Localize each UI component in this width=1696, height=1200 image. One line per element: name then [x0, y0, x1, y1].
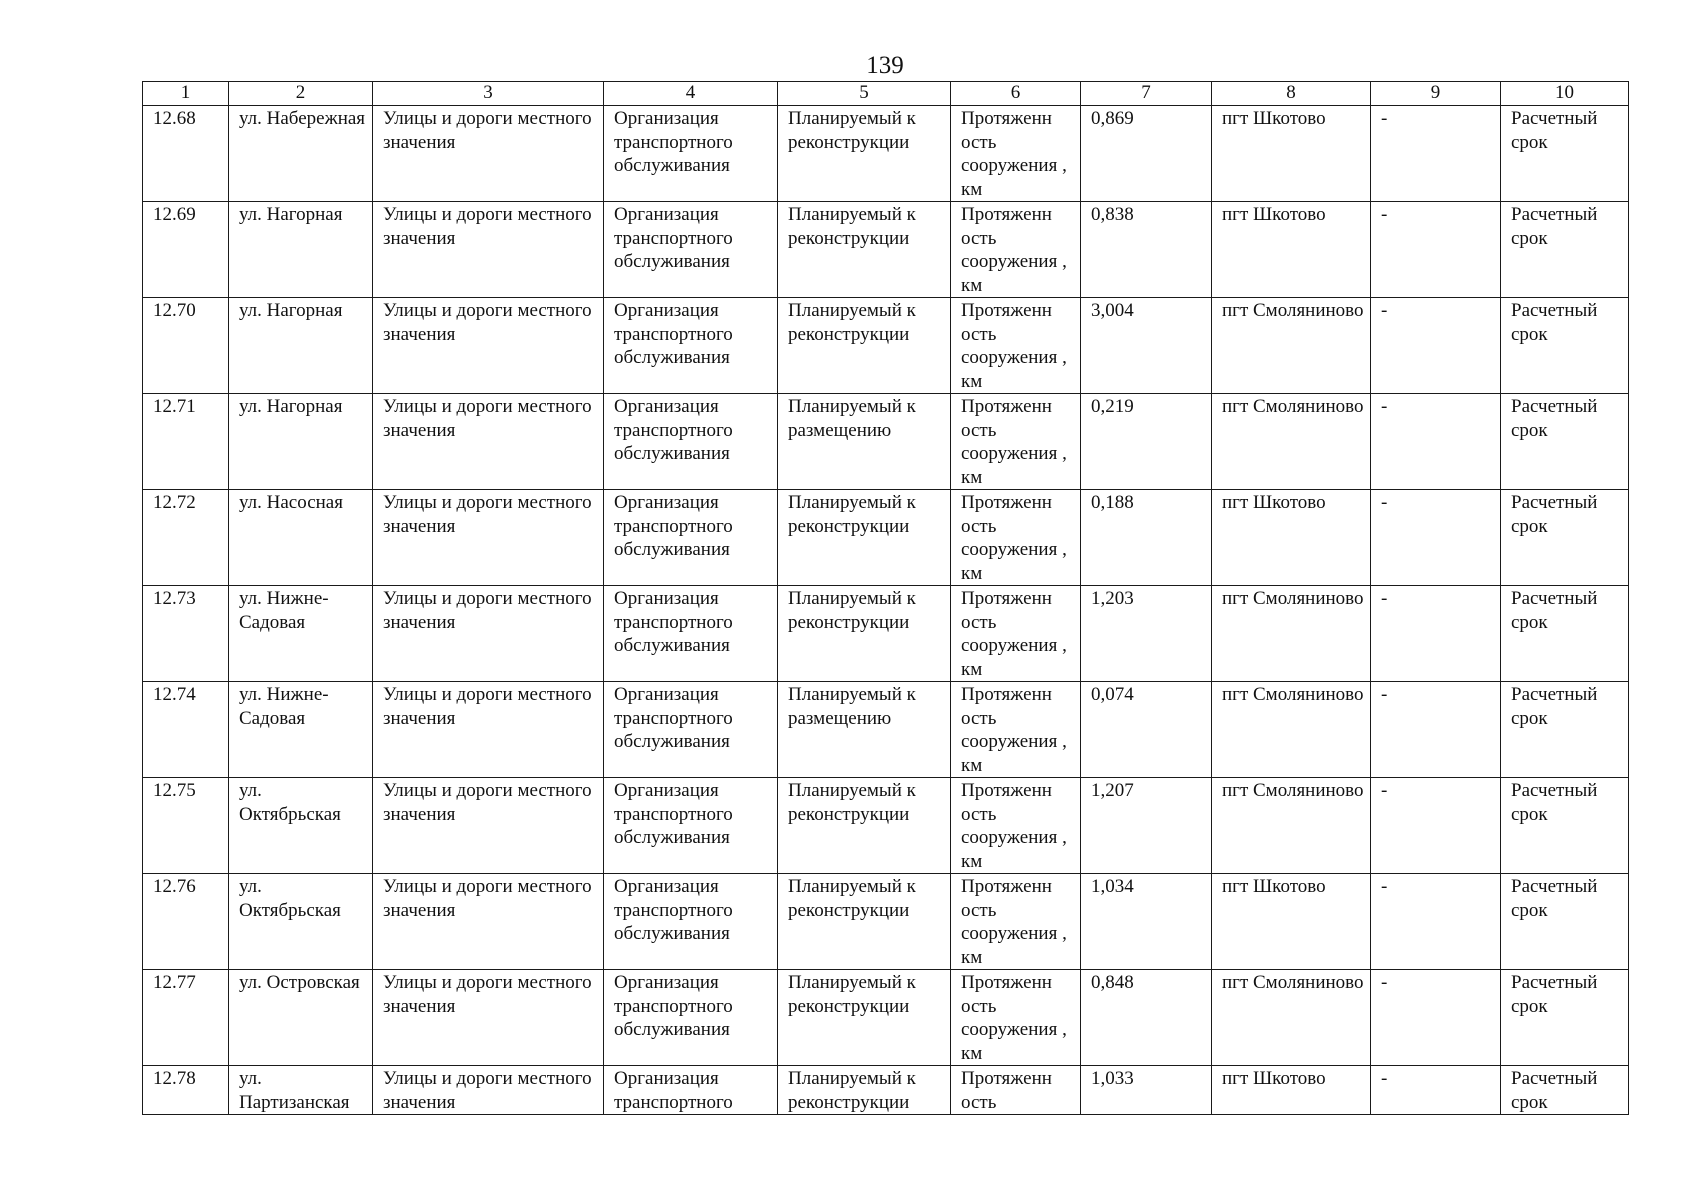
row-number: 12.73: [143, 586, 229, 682]
object-purpose: Организация транспортного обслуживания: [604, 970, 778, 1066]
object-characteristic: Протяженн ость сооружения , км: [951, 202, 1081, 298]
object-value: 0,188: [1081, 490, 1212, 586]
object-value: 0,074: [1081, 682, 1212, 778]
object-characteristic: Протяженн ость сооружения , км: [951, 298, 1081, 394]
object-status: Планируемый к реконструкции: [778, 202, 951, 298]
object-purpose: Организация транспортного обслуживания: [604, 682, 778, 778]
row-number: 12.78: [143, 1066, 229, 1115]
object-type: Улицы и дороги местного значения: [373, 586, 604, 682]
object-characteristic: Протяженн ость сооружения , км: [951, 874, 1081, 970]
object-location: пгт Шкотово: [1212, 202, 1371, 298]
object-value: 0,869: [1081, 106, 1212, 202]
row-number: 12.74: [143, 682, 229, 778]
object-purpose: Организация транспортного обслуживания: [604, 490, 778, 586]
object-location: пгт Шкотово: [1212, 1066, 1371, 1115]
object-status: Планируемый к реконструкции: [778, 490, 951, 586]
object-characteristic: Протяженн ость сооружения , км: [951, 778, 1081, 874]
object-term: Расчетный срок: [1501, 1066, 1629, 1115]
table-row: [143, 298, 1629, 394]
object-value: 1,207: [1081, 778, 1212, 874]
object-zone: -: [1371, 970, 1501, 1066]
object-term: Расчетный срок: [1501, 682, 1629, 778]
object-value: 1,203: [1081, 586, 1212, 682]
object-value: 0,219: [1081, 394, 1212, 490]
object-name: ул. Нижне-Садовая: [229, 682, 373, 778]
object-status: Планируемый к реконструкции: [778, 778, 951, 874]
object-type: Улицы и дороги местного значения: [373, 970, 604, 1066]
object-location: пгт Шкотово: [1212, 490, 1371, 586]
object-name: ул. Октябрьская: [229, 874, 373, 970]
object-location: пгт Шкотово: [1212, 106, 1371, 202]
object-name: ул. Нагорная: [229, 298, 373, 394]
object-purpose: Организация транспортного обслуживания: [604, 106, 778, 202]
object-status: Планируемый к размещению: [778, 682, 951, 778]
object-name: ул. Нагорная: [229, 394, 373, 490]
object-location: пгт Смоляниново: [1212, 298, 1371, 394]
object-value: 3,004: [1081, 298, 1212, 394]
object-characteristic: Протяженн ость сооружения , км: [951, 490, 1081, 586]
object-type: Улицы и дороги местного значения: [373, 394, 604, 490]
row-number: 12.69: [143, 202, 229, 298]
object-location: пгт Смоляниново: [1212, 586, 1371, 682]
object-purpose: Организация транспортного обслуживания: [604, 586, 778, 682]
object-type: Улицы и дороги местного значения: [373, 1066, 604, 1115]
object-zone: -: [1371, 298, 1501, 394]
table-row: [143, 1066, 1629, 1115]
column-header: 7: [1081, 82, 1212, 106]
column-header: 9: [1371, 82, 1501, 106]
object-purpose: Организация транспортного обслуживания: [604, 778, 778, 874]
object-term: Расчетный срок: [1501, 490, 1629, 586]
object-type: Улицы и дороги местного значения: [373, 682, 604, 778]
object-value: 1,034: [1081, 874, 1212, 970]
object-name: ул. Партизанская: [229, 1066, 373, 1115]
page-number: 139: [866, 52, 904, 79]
column-header: 5: [778, 82, 951, 106]
object-term: Расчетный срок: [1501, 874, 1629, 970]
object-characteristic: Протяженн ость сооружения , км: [951, 394, 1081, 490]
object-status: Планируемый к реконструкции: [778, 586, 951, 682]
column-header: 2: [229, 82, 373, 106]
object-zone: -: [1371, 586, 1501, 682]
object-zone: -: [1371, 874, 1501, 970]
object-term: Расчетный срок: [1501, 970, 1629, 1066]
row-number: 12.77: [143, 970, 229, 1066]
object-location: пгт Смоляниново: [1212, 778, 1371, 874]
object-location: пгт Смоляниново: [1212, 394, 1371, 490]
object-type: Улицы и дороги местного значения: [373, 874, 604, 970]
object-name: ул. Нагорная: [229, 202, 373, 298]
table-row: [143, 682, 1629, 778]
object-value: 0,838: [1081, 202, 1212, 298]
table-row: [143, 106, 1629, 202]
object-zone: -: [1371, 682, 1501, 778]
column-header: 3: [373, 82, 604, 106]
object-zone: -: [1371, 394, 1501, 490]
object-status: Планируемый к реконструкции: [778, 106, 951, 202]
object-location: пгт Смоляниново: [1212, 970, 1371, 1066]
table-row: [143, 778, 1629, 874]
object-term: Расчетный срок: [1501, 778, 1629, 874]
object-term: Расчетный срок: [1501, 298, 1629, 394]
row-number: 12.68: [143, 106, 229, 202]
object-term: Расчетный срок: [1501, 202, 1629, 298]
object-name: ул. Островская: [229, 970, 373, 1066]
table-row: [143, 490, 1629, 586]
object-purpose: Организация транспортного обслуживания: [604, 298, 778, 394]
object-characteristic: Протяженн ость сооружения , км: [951, 970, 1081, 1066]
row-number: 12.70: [143, 298, 229, 394]
column-header: 10: [1501, 82, 1629, 106]
object-purpose: Организация транспортного: [604, 1066, 778, 1115]
row-number: 12.71: [143, 394, 229, 490]
object-term: Расчетный срок: [1501, 394, 1629, 490]
object-term: Расчетный срок: [1501, 106, 1629, 202]
object-type: Улицы и дороги местного значения: [373, 202, 604, 298]
object-purpose: Организация транспортного обслуживания: [604, 874, 778, 970]
column-header: 6: [951, 82, 1081, 106]
object-status: Планируемый к реконструкции: [778, 970, 951, 1066]
object-value: 1,033: [1081, 1066, 1212, 1115]
object-status: Планируемый к реконструкции: [778, 1066, 951, 1115]
column-header: 4: [604, 82, 778, 106]
object-status: Планируемый к размещению: [778, 394, 951, 490]
object-term: Расчетный срок: [1501, 586, 1629, 682]
object-zone: -: [1371, 778, 1501, 874]
table-row: [143, 394, 1629, 490]
row-number: 12.72: [143, 490, 229, 586]
object-zone: -: [1371, 1066, 1501, 1115]
object-purpose: Организация транспортного обслуживания: [604, 202, 778, 298]
object-characteristic: Протяженн ость сооружения , км: [951, 586, 1081, 682]
object-characteristic: Протяженн ость: [951, 1066, 1081, 1115]
object-location: пгт Смоляниново: [1212, 682, 1371, 778]
object-zone: -: [1371, 490, 1501, 586]
object-value: 0,848: [1081, 970, 1212, 1066]
object-name: ул. Набережная: [229, 106, 373, 202]
table-row: [143, 586, 1629, 682]
object-purpose: Организация транспортного обслуживания: [604, 394, 778, 490]
column-header: 8: [1212, 82, 1371, 106]
object-type: Улицы и дороги местного значения: [373, 106, 604, 202]
object-type: Улицы и дороги местного значения: [373, 778, 604, 874]
object-name: ул. Нижне-Садовая: [229, 586, 373, 682]
object-zone: -: [1371, 106, 1501, 202]
object-characteristic: Протяженн ость сооружения , км: [951, 682, 1081, 778]
object-name: ул. Октябрьская: [229, 778, 373, 874]
object-zone: -: [1371, 202, 1501, 298]
table-row: [143, 202, 1629, 298]
object-location: пгт Шкотово: [1212, 874, 1371, 970]
column-number-row: [143, 82, 1629, 106]
row-number: 12.75: [143, 778, 229, 874]
object-type: Улицы и дороги местного значения: [373, 298, 604, 394]
table-row: [143, 874, 1629, 970]
object-status: Планируемый к реконструкции: [778, 874, 951, 970]
column-header: 1: [143, 82, 229, 106]
table-row: [143, 970, 1629, 1066]
object-type: Улицы и дороги местного значения: [373, 490, 604, 586]
object-status: Планируемый к реконструкции: [778, 298, 951, 394]
object-name: ул. Насосная: [229, 490, 373, 586]
roads-registry-table: [142, 81, 1629, 1115]
row-number: 12.76: [143, 874, 229, 970]
object-characteristic: Протяженн ость сооружения , км: [951, 106, 1081, 202]
